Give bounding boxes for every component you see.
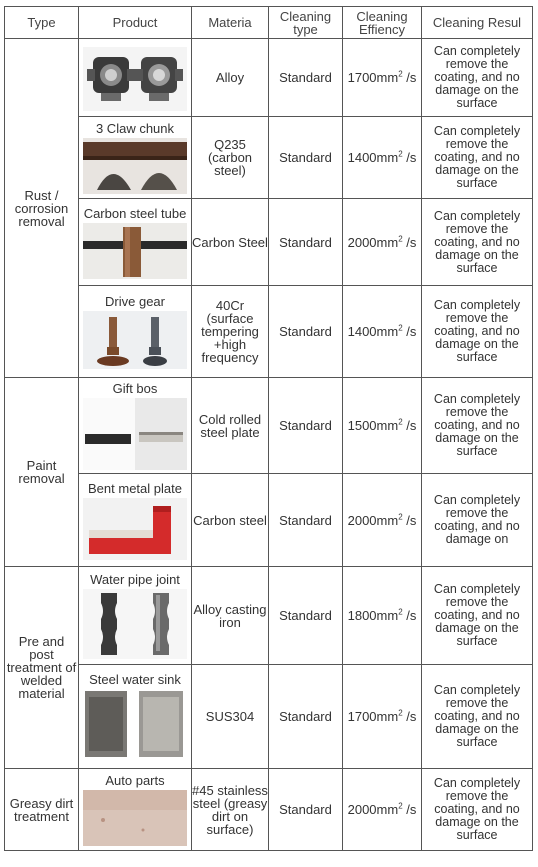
product-name: Auto parts bbox=[105, 773, 165, 788]
header-cleaning-type: Cleaning type bbox=[269, 7, 343, 39]
product-image-valves bbox=[83, 47, 187, 111]
material-cell: Alloy bbox=[192, 39, 269, 117]
product-name: Gift bos bbox=[112, 381, 158, 396]
result-cell: Can completely remove the coating, and no damage on bbox=[422, 474, 533, 567]
header-result: Cleaning Resul bbox=[422, 7, 533, 39]
table-row bbox=[5, 378, 533, 474]
result-cell: Can completely remove the coating, and no damage on the surface bbox=[422, 286, 533, 378]
efficiency-cell: $1400mm^2$ /s bbox=[343, 286, 422, 378]
product-cell bbox=[79, 39, 192, 117]
table-row bbox=[5, 567, 533, 665]
efficiency-cell: $1700mm^2$ /s bbox=[343, 39, 422, 117]
table-row bbox=[5, 769, 533, 851]
header-product: Product bbox=[79, 7, 192, 39]
category-welded: Pre and post treatment of welded material bbox=[5, 567, 79, 769]
category-paint: Paint removal bbox=[5, 378, 79, 567]
header-efficiency: Cleaning Effiency bbox=[343, 7, 422, 39]
efficiency-cell: $1500mm^2$ /s bbox=[343, 378, 422, 474]
table-row bbox=[5, 199, 533, 286]
product-cell bbox=[79, 474, 192, 567]
cleaning-type-cell: Standard bbox=[269, 117, 343, 199]
result-cell: Can completely remove the coating, and no damage on the surface bbox=[422, 769, 533, 851]
product-cell bbox=[79, 567, 192, 665]
material-cell: Carbon steel bbox=[192, 474, 269, 567]
material-cell: SUS304 bbox=[192, 665, 269, 769]
material-cell: Carbon Steel bbox=[192, 199, 269, 286]
header-material: Materia bbox=[192, 7, 269, 39]
material-cell: Cold rolled steel plate bbox=[192, 378, 269, 474]
product-name: Drive gear bbox=[105, 294, 165, 309]
table-row bbox=[5, 286, 533, 378]
product-name: Steel water sink bbox=[89, 672, 181, 687]
efficiency-cell: $2000mm^2$ /s bbox=[343, 474, 422, 567]
table-row bbox=[5, 117, 533, 199]
cleaning-results-table bbox=[4, 6, 533, 851]
product-cell bbox=[79, 117, 192, 199]
product-cell bbox=[79, 769, 192, 851]
product-name: Bent metal plate bbox=[88, 480, 182, 496]
category-rust: Rust / corrosion removal bbox=[5, 39, 79, 378]
material-cell: Q235 (carbon steel) bbox=[192, 117, 269, 199]
table-row bbox=[5, 39, 533, 117]
cleaning-type-cell: Standard bbox=[269, 378, 343, 474]
result-cell: Can completely remove the coating, and no damage on the surface bbox=[422, 378, 533, 474]
product-image-gift-box bbox=[83, 398, 187, 470]
result-cell: Can completely remove the coating, and no damage on the surface bbox=[422, 567, 533, 665]
efficiency-cell: $2000mm^2$ /s bbox=[343, 199, 422, 286]
product-image-drive-gear bbox=[83, 311, 187, 369]
cleaning-type-cell: Standard bbox=[269, 567, 343, 665]
product-cell bbox=[79, 199, 192, 286]
material-cell: 40Cr (surface tempering +high frequency bbox=[192, 286, 269, 378]
product-image-steel-tube bbox=[83, 223, 187, 279]
cleaning-type-cell: Standard bbox=[269, 769, 343, 851]
efficiency-cell: $1700mm^2$ /s bbox=[343, 665, 422, 769]
material-cell: Alloy casting iron bbox=[192, 567, 269, 665]
product-name: Water pipe joint bbox=[90, 572, 180, 587]
efficiency-cell: $2000mm^2$ /s bbox=[343, 769, 422, 851]
cleaning-type-cell: Standard bbox=[269, 665, 343, 769]
product-image-pipe-joint bbox=[83, 589, 187, 659]
result-cell: Can completely remove the coating, and no damage on the surface bbox=[422, 665, 533, 769]
result-cell: Can completely remove the coating, and no damage on the surface bbox=[422, 117, 533, 199]
result-cell: Can completely remove the coating, and no damage on the surface bbox=[422, 39, 533, 117]
product-cell bbox=[79, 286, 192, 378]
cleaning-type-cell: Standard bbox=[269, 199, 343, 286]
product-cell bbox=[79, 378, 192, 474]
cleaning-type-cell: Standard bbox=[269, 286, 343, 378]
product-image-auto-parts bbox=[83, 790, 187, 846]
product-name: Carbon steel tube bbox=[83, 205, 187, 221]
cleaning-type-cell: Standard bbox=[269, 474, 343, 567]
table-row bbox=[5, 665, 533, 769]
efficiency-cell: $1400mm^2$ /s bbox=[343, 117, 422, 199]
efficiency-cell: $1800mm^2$ /s bbox=[343, 567, 422, 665]
category-greasy: Greasy dirt treatment bbox=[5, 769, 79, 851]
product-name: 3 Claw chunk bbox=[95, 121, 175, 136]
header-row bbox=[5, 7, 533, 39]
table-row bbox=[5, 474, 533, 567]
cleaning-type-cell: Standard bbox=[269, 39, 343, 117]
material-cell: #45 stainless steel (greasy dirt on surface) bbox=[192, 769, 269, 851]
product-cell bbox=[79, 665, 192, 769]
product-image-claw-chunk bbox=[83, 138, 187, 194]
header-type: Type bbox=[5, 7, 79, 39]
result-cell: Can completely remove the coating, and no damage on the surface bbox=[422, 199, 533, 286]
product-image-water-sink bbox=[83, 689, 187, 761]
product-image-bent-plate bbox=[83, 498, 187, 560]
